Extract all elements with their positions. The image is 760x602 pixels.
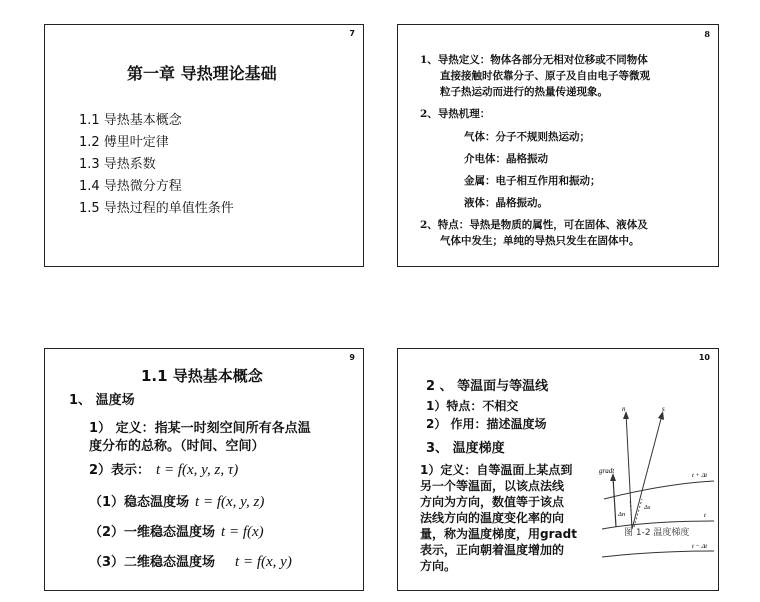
heading-isotherm: 2 、 等温面与等温线	[426, 379, 549, 394]
expression-label: 2）表示：	[89, 463, 151, 478]
chapter-title: 第一章 导热理论基础	[127, 64, 277, 83]
case-1-label: （1）稳态温度场	[89, 495, 190, 510]
case-2-row	[89, 521, 264, 541]
expression-row	[89, 459, 238, 479]
isotherm-t-minus	[602, 551, 714, 557]
label-t: t	[704, 512, 706, 519]
label-delta-n: Δn	[618, 511, 626, 518]
slide-title: 1.1 导热基本概念	[141, 367, 263, 385]
normal-line	[626, 413, 632, 529]
definition-line-2: 度分布的总称。（时间、空间）	[89, 439, 265, 454]
gradient-def-3: 方向为方向，数值等于该点	[420, 495, 565, 509]
expression-formula: t = f(x, y, z, τ)	[156, 462, 239, 478]
figure-caption: 图 1-2 温度梯度	[624, 528, 690, 538]
slide-10	[397, 348, 719, 591]
definition-line-1: 1、导热定义：物体各部分无相对位移或不同物体	[420, 54, 648, 66]
gradient-def-7: 方向。	[420, 559, 457, 573]
label-s: s	[662, 405, 665, 413]
label-gradt: gradt	[599, 467, 615, 475]
case-2-label: （2）一维稳态温度场	[89, 525, 216, 540]
gradt-arrow	[613, 477, 616, 527]
s-direction-line	[632, 415, 662, 529]
toc-item-1: 1.1 导热基本概念	[79, 113, 182, 128]
page-number: 9	[349, 353, 355, 362]
case-1-row	[89, 491, 264, 511]
definition-line-3: 粒子热运动而进行的热量传递现象。	[440, 86, 608, 98]
label-n: n	[622, 405, 626, 413]
isotherm-feature: 1）特点：不相交	[426, 399, 519, 413]
page-number: 10	[698, 353, 710, 362]
gradient-def-4: 法线方向的温度变化率的向	[420, 511, 565, 525]
case-3-formula: t = f(x, y)	[235, 554, 292, 570]
case-2-formula: t = f(x)	[221, 524, 264, 540]
label-delta-s: Δs	[644, 504, 651, 511]
isotherm-function: 2） 作用：描述温度场	[426, 417, 547, 431]
mechanism-liquid: 液体：晶格振动。	[464, 197, 548, 209]
slide-8	[397, 24, 719, 267]
gradient-def-6: 表示，正向朝着温度增加的	[420, 543, 565, 557]
feature-line-2: 气体中发生；单纯的导热只发生在固体中。	[440, 235, 640, 247]
isotherm-t-plus	[604, 481, 714, 499]
mechanism-metal: 金属：电子相互作用和振动；	[464, 175, 601, 187]
gradient-def-1: 1）定义：自等温面上某点到	[420, 463, 573, 477]
definition-line-1: 1） 定义：指某一时刻空间所有各点温	[89, 421, 311, 436]
feature-line-1: 2、特点：导热是物质的属性，可在固体、液体及	[420, 219, 648, 231]
page-number: 7	[349, 29, 355, 38]
toc-item-3: 1.3 导热系数	[79, 157, 156, 172]
label-t-minus: t − Δt	[692, 543, 708, 550]
section-heading: 1、 温度场	[69, 393, 135, 408]
mechanism-gas: 气体：分子不规则热运动；	[464, 131, 590, 143]
definition-line-2: 直接接触时依靠分子、原子及自由电子等微观	[440, 70, 650, 82]
mechanism-title: 2、导热机理：	[420, 108, 491, 120]
label-t-plus: t + Δt	[692, 472, 708, 479]
toc-item-5: 1.5 导热过程的单值性条件	[79, 201, 234, 216]
case-1-formula: t = f(x, y, z)	[195, 494, 265, 510]
page-number: 8	[704, 29, 710, 39]
heading-gradient: 3、 温度梯度	[426, 441, 505, 456]
toc-item-2: 1.2 傅里叶定律	[79, 135, 169, 150]
case-3-row	[89, 551, 292, 571]
gradient-def-2: 另一个等温面，以该点法线	[420, 479, 565, 493]
mechanism-dielectric: 介电体：晶格振动	[464, 153, 548, 165]
gradient-def-5: 量，称为温度梯度，用gradt	[420, 527, 577, 541]
slide-9	[44, 348, 364, 591]
toc-item-4: 1.4 导热微分方程	[79, 179, 182, 194]
slide-7	[44, 24, 364, 267]
case-3-label: （3）二维稳态温度场	[89, 555, 216, 570]
